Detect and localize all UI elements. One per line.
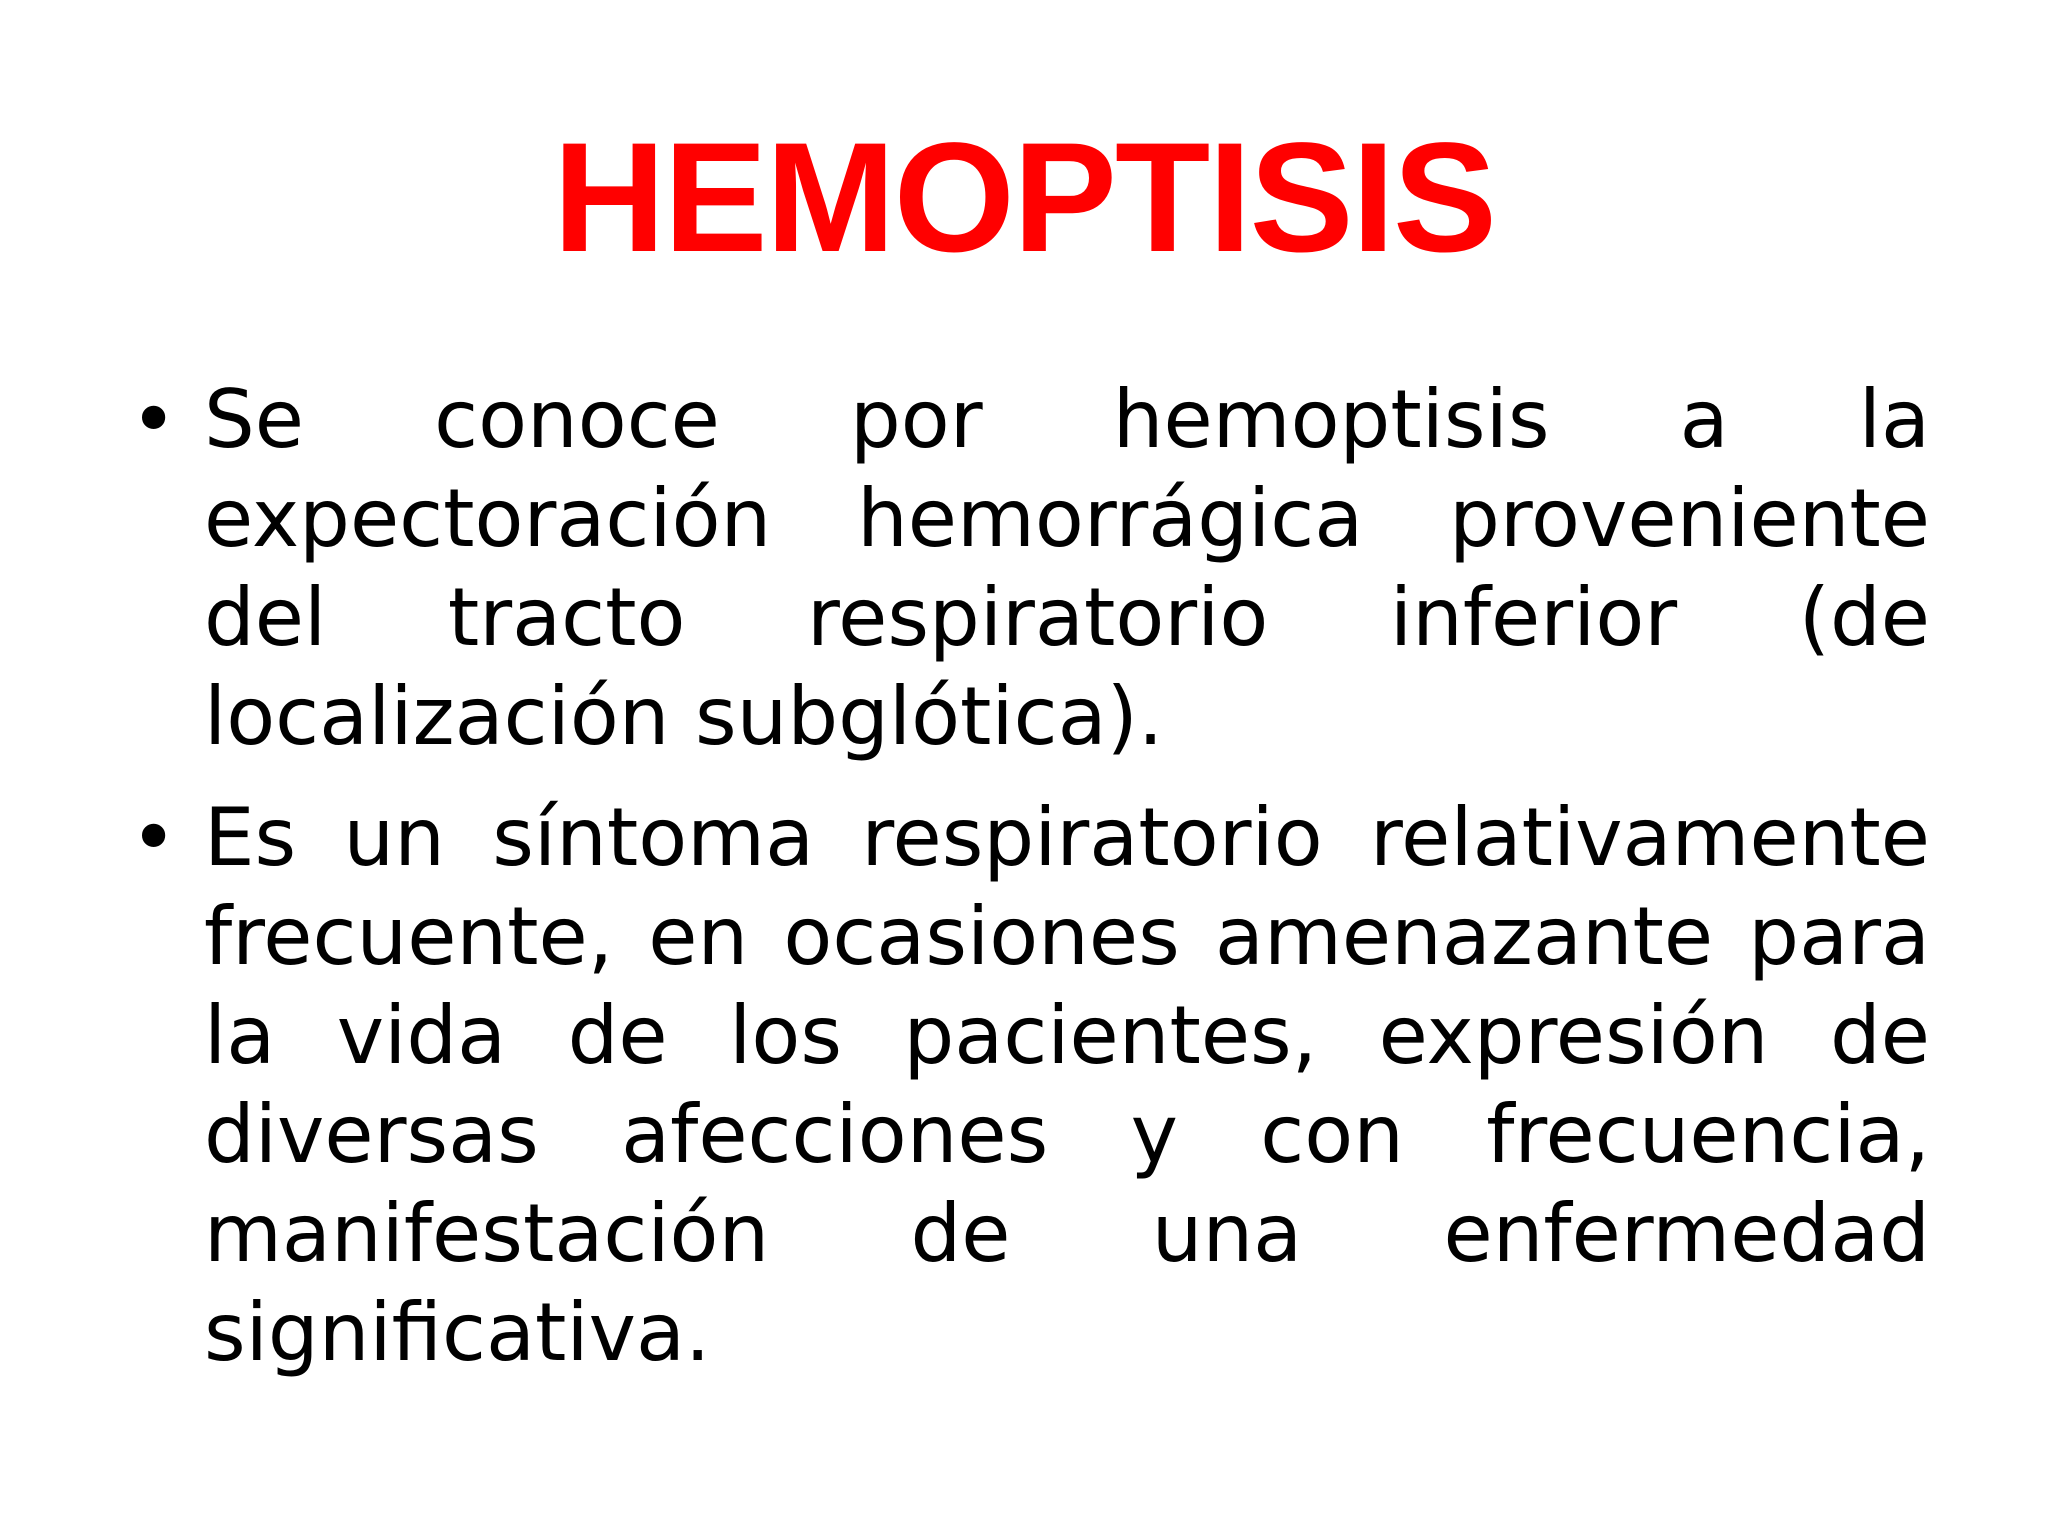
bullet-item [130, 370, 1930, 766]
slide-title: HEMOPTISIS [552, 111, 1496, 285]
bullet-text: Es un síntoma respiratorio relativamente frecuente, en ocasiones amenazante para la vida de los pacientes, expresión de diversas afecciones y con frecuencia, manifestación de una enfermedad significativa. [204, 791, 1930, 1379]
bullet-icon: • [130, 373, 178, 466]
bullet-list [130, 370, 1930, 1404]
bullet-text: Se conoce por hemoptisis a la expectoración hemorrágica proveniente del tracto respiratorio inferior (de localización subglótica). [204, 373, 1930, 763]
bullet-item [130, 788, 1930, 1382]
bullet-icon: • [130, 791, 178, 884]
